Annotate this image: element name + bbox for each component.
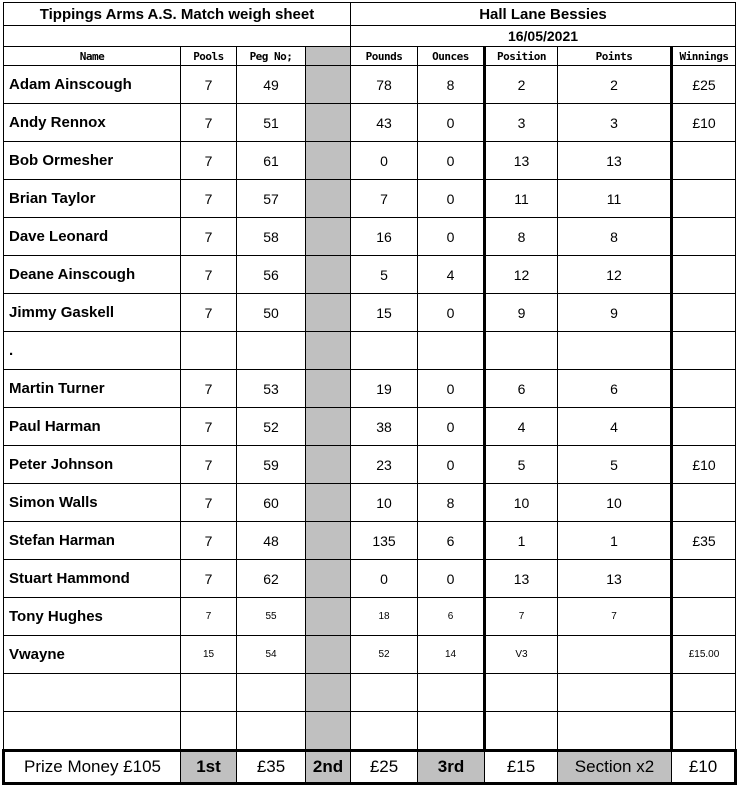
cell-pounds xyxy=(351,712,418,751)
results-body xyxy=(4,66,736,751)
header-pounds: Pounds xyxy=(351,47,418,66)
cell-pools: 7 xyxy=(181,142,237,180)
cell-pools xyxy=(181,332,237,370)
table-row xyxy=(4,484,736,522)
cell-points: 6 xyxy=(558,370,672,408)
table-row xyxy=(4,180,736,218)
grey-spacer xyxy=(306,332,351,370)
cell-name: Simon Walls xyxy=(4,484,181,522)
cell-pounds: 5 xyxy=(351,256,418,294)
cell-position: 6 xyxy=(485,370,558,408)
cell-ounces: 0 xyxy=(418,218,485,256)
cell-name: Andy Rennox xyxy=(4,104,181,142)
cell-peg: 50 xyxy=(237,294,306,332)
cell-pounds: 0 xyxy=(351,560,418,598)
cell-ounces: 0 xyxy=(418,408,485,446)
cell-winnings xyxy=(672,598,736,636)
cell-points: 3 xyxy=(558,104,672,142)
cell-pools xyxy=(181,712,237,751)
prize-money: Prize Money £105 xyxy=(4,751,181,784)
cell-position: V3 xyxy=(485,636,558,674)
header-ounces: Ounces xyxy=(418,47,485,66)
grey-spacer xyxy=(306,636,351,674)
cell-peg: 51 xyxy=(237,104,306,142)
cell-name: Bob Ormesher xyxy=(4,142,181,180)
grey-spacer xyxy=(306,47,351,66)
table-row xyxy=(4,142,736,180)
cell-pounds: 135 xyxy=(351,522,418,560)
grey-spacer xyxy=(306,370,351,408)
cell-position: 13 xyxy=(485,560,558,598)
header-points: Points xyxy=(558,47,672,66)
grey-spacer xyxy=(306,484,351,522)
cell-name: Dave Leonard xyxy=(4,218,181,256)
cell-ounces: 0 xyxy=(418,142,485,180)
cell-points: 12 xyxy=(558,256,672,294)
cell-pounds: 19 xyxy=(351,370,418,408)
cell-position: 11 xyxy=(485,180,558,218)
grey-spacer xyxy=(306,408,351,446)
cell-peg: 60 xyxy=(237,484,306,522)
grey-spacer xyxy=(306,560,351,598)
cell-winnings xyxy=(672,674,736,712)
cell-winnings xyxy=(672,408,736,446)
cell-pools: 15 xyxy=(181,636,237,674)
cell-name: Deane Ainscough xyxy=(4,256,181,294)
cell-ounces: 0 xyxy=(418,446,485,484)
table-row xyxy=(4,104,736,142)
cell-winnings xyxy=(672,560,736,598)
cell-winnings: £15.00 xyxy=(672,636,736,674)
cell-peg: 48 xyxy=(237,522,306,560)
cell-pounds: 10 xyxy=(351,484,418,522)
cell-ounces: 8 xyxy=(418,484,485,522)
table-row xyxy=(4,408,736,446)
cell-peg: 61 xyxy=(237,142,306,180)
cell-winnings xyxy=(672,294,736,332)
second-prize-value: £25 xyxy=(351,751,418,784)
cell-pounds xyxy=(351,332,418,370)
grey-spacer xyxy=(306,104,351,142)
cell-peg: 56 xyxy=(237,256,306,294)
grey-spacer xyxy=(306,674,351,712)
cell-peg: 49 xyxy=(237,66,306,104)
cell-pounds: 78 xyxy=(351,66,418,104)
cell-points: 11 xyxy=(558,180,672,218)
cell-points: 13 xyxy=(558,142,672,180)
cell-position: 12 xyxy=(485,256,558,294)
section-prize-value: £10 xyxy=(672,751,736,784)
cell-ounces: 6 xyxy=(418,522,485,560)
cell-winnings: £10 xyxy=(672,446,736,484)
cell-ounces: 0 xyxy=(418,560,485,598)
table-row xyxy=(4,598,736,636)
cell-pools xyxy=(181,674,237,712)
cell-ounces: 8 xyxy=(418,66,485,104)
grey-spacer xyxy=(306,256,351,294)
cell-name: Jimmy Gaskell xyxy=(4,294,181,332)
table-row xyxy=(4,712,736,751)
cell-peg: 59 xyxy=(237,446,306,484)
cell-pounds: 15 xyxy=(351,294,418,332)
table-row xyxy=(4,560,736,598)
cell-pools: 7 xyxy=(181,560,237,598)
cell-name: Martin Turner xyxy=(4,370,181,408)
cell-peg xyxy=(237,674,306,712)
cell-points: 8 xyxy=(558,218,672,256)
cell-points xyxy=(558,674,672,712)
header-position: Position xyxy=(485,47,558,66)
cell-points: 10 xyxy=(558,484,672,522)
grey-spacer xyxy=(306,180,351,218)
cell-name: . xyxy=(4,332,181,370)
cell-position: 4 xyxy=(485,408,558,446)
cell-position: 13 xyxy=(485,142,558,180)
cell-ounces: 0 xyxy=(418,370,485,408)
cell-ounces: 14 xyxy=(418,636,485,674)
cell-points: 7 xyxy=(558,598,672,636)
grey-spacer xyxy=(306,218,351,256)
cell-peg xyxy=(237,712,306,751)
header-name: Name xyxy=(4,47,181,66)
cell-points: 9 xyxy=(558,294,672,332)
cell-peg: 58 xyxy=(237,218,306,256)
cell-pools: 7 xyxy=(181,218,237,256)
cell-name xyxy=(4,712,181,751)
cell-name: Adam Ainscough xyxy=(4,66,181,104)
first-prize-value: £35 xyxy=(237,751,306,784)
cell-name: Peter Johnson xyxy=(4,446,181,484)
cell-peg: 54 xyxy=(237,636,306,674)
cell-points: 1 xyxy=(558,522,672,560)
cell-pools: 7 xyxy=(181,484,237,522)
cell-position xyxy=(485,332,558,370)
cell-peg: 57 xyxy=(237,180,306,218)
cell-peg: 62 xyxy=(237,560,306,598)
table-row xyxy=(4,370,736,408)
grey-spacer xyxy=(306,598,351,636)
grey-spacer xyxy=(306,712,351,751)
cell-pools: 7 xyxy=(181,104,237,142)
header-winnings: Winnings xyxy=(672,47,736,66)
cell-winnings xyxy=(672,332,736,370)
weigh-sheet-table xyxy=(2,2,737,785)
table-row xyxy=(4,674,736,712)
grey-spacer xyxy=(306,446,351,484)
cell-peg xyxy=(237,332,306,370)
cell-pools: 7 xyxy=(181,256,237,294)
sheet-title: Tippings Arms A.S. Match weigh sheet xyxy=(4,3,351,26)
cell-pounds: 0 xyxy=(351,142,418,180)
cell-winnings xyxy=(672,218,736,256)
cell-pounds: 16 xyxy=(351,218,418,256)
cell-peg: 55 xyxy=(237,598,306,636)
cell-position: 9 xyxy=(485,294,558,332)
cell-pools: 7 xyxy=(181,294,237,332)
table-row xyxy=(4,636,736,674)
table-row xyxy=(4,446,736,484)
cell-winnings: £35 xyxy=(672,522,736,560)
cell-ounces: 0 xyxy=(418,180,485,218)
second-prize-label: 2nd xyxy=(306,751,351,784)
first-prize-label: 1st xyxy=(181,751,237,784)
cell-peg: 52 xyxy=(237,408,306,446)
cell-pools: 7 xyxy=(181,598,237,636)
grey-spacer xyxy=(306,294,351,332)
cell-ounces: 4 xyxy=(418,256,485,294)
cell-name: Stefan Harman xyxy=(4,522,181,560)
cell-peg: 53 xyxy=(237,370,306,408)
cell-ounces xyxy=(418,712,485,751)
cell-winnings: £10 xyxy=(672,104,736,142)
table-row xyxy=(4,256,736,294)
cell-ounces: 0 xyxy=(418,294,485,332)
table-row xyxy=(4,218,736,256)
cell-name: Paul Harman xyxy=(4,408,181,446)
cell-position: 2 xyxy=(485,66,558,104)
section-prize-label: Section x2 xyxy=(558,751,672,784)
table-row xyxy=(4,332,736,370)
cell-pounds: 43 xyxy=(351,104,418,142)
cell-winnings xyxy=(672,484,736,522)
cell-ounces: 0 xyxy=(418,104,485,142)
cell-position xyxy=(485,712,558,751)
cell-points xyxy=(558,712,672,751)
cell-position: 1 xyxy=(485,522,558,560)
cell-winnings xyxy=(672,142,736,180)
cell-pools: 7 xyxy=(181,370,237,408)
table-row xyxy=(4,294,736,332)
cell-name: Tony Hughes xyxy=(4,598,181,636)
cell-pounds xyxy=(351,674,418,712)
cell-ounces xyxy=(418,674,485,712)
cell-pools: 7 xyxy=(181,446,237,484)
cell-winnings xyxy=(672,180,736,218)
cell-points xyxy=(558,636,672,674)
table-row xyxy=(4,522,736,560)
cell-name: Brian Taylor xyxy=(4,180,181,218)
third-prize-label: 3rd xyxy=(418,751,485,784)
cell-winnings: £25 xyxy=(672,66,736,104)
grey-spacer xyxy=(306,142,351,180)
cell-name xyxy=(4,674,181,712)
cell-position: 7 xyxy=(485,598,558,636)
cell-winnings xyxy=(672,256,736,294)
table-row xyxy=(4,66,736,104)
cell-pools: 7 xyxy=(181,408,237,446)
cell-pools: 7 xyxy=(181,522,237,560)
cell-points xyxy=(558,332,672,370)
cell-ounces: 6 xyxy=(418,598,485,636)
blank-cell xyxy=(4,26,351,47)
header-pools: Pools xyxy=(181,47,237,66)
grey-spacer xyxy=(306,522,351,560)
cell-pounds: 52 xyxy=(351,636,418,674)
cell-points: 4 xyxy=(558,408,672,446)
cell-ounces xyxy=(418,332,485,370)
cell-points: 13 xyxy=(558,560,672,598)
header-peg: Peg No; xyxy=(237,47,306,66)
cell-position xyxy=(485,674,558,712)
cell-pounds: 18 xyxy=(351,598,418,636)
cell-position: 8 xyxy=(485,218,558,256)
cell-points: 2 xyxy=(558,66,672,104)
grey-spacer xyxy=(306,66,351,104)
venue-title: Hall Lane Bessies xyxy=(351,3,736,26)
cell-pools: 7 xyxy=(181,180,237,218)
cell-pounds: 7 xyxy=(351,180,418,218)
cell-points: 5 xyxy=(558,446,672,484)
cell-pounds: 38 xyxy=(351,408,418,446)
cell-pools: 7 xyxy=(181,66,237,104)
cell-pounds: 23 xyxy=(351,446,418,484)
cell-name: Stuart Hammond xyxy=(4,560,181,598)
cell-winnings xyxy=(672,370,736,408)
cell-position: 10 xyxy=(485,484,558,522)
cell-winnings xyxy=(672,712,736,751)
cell-position: 5 xyxy=(485,446,558,484)
match-date: 16/05/2021 xyxy=(351,26,736,47)
cell-name: Vwayne xyxy=(4,636,181,674)
cell-position: 3 xyxy=(485,104,558,142)
third-prize-value: £15 xyxy=(485,751,558,784)
